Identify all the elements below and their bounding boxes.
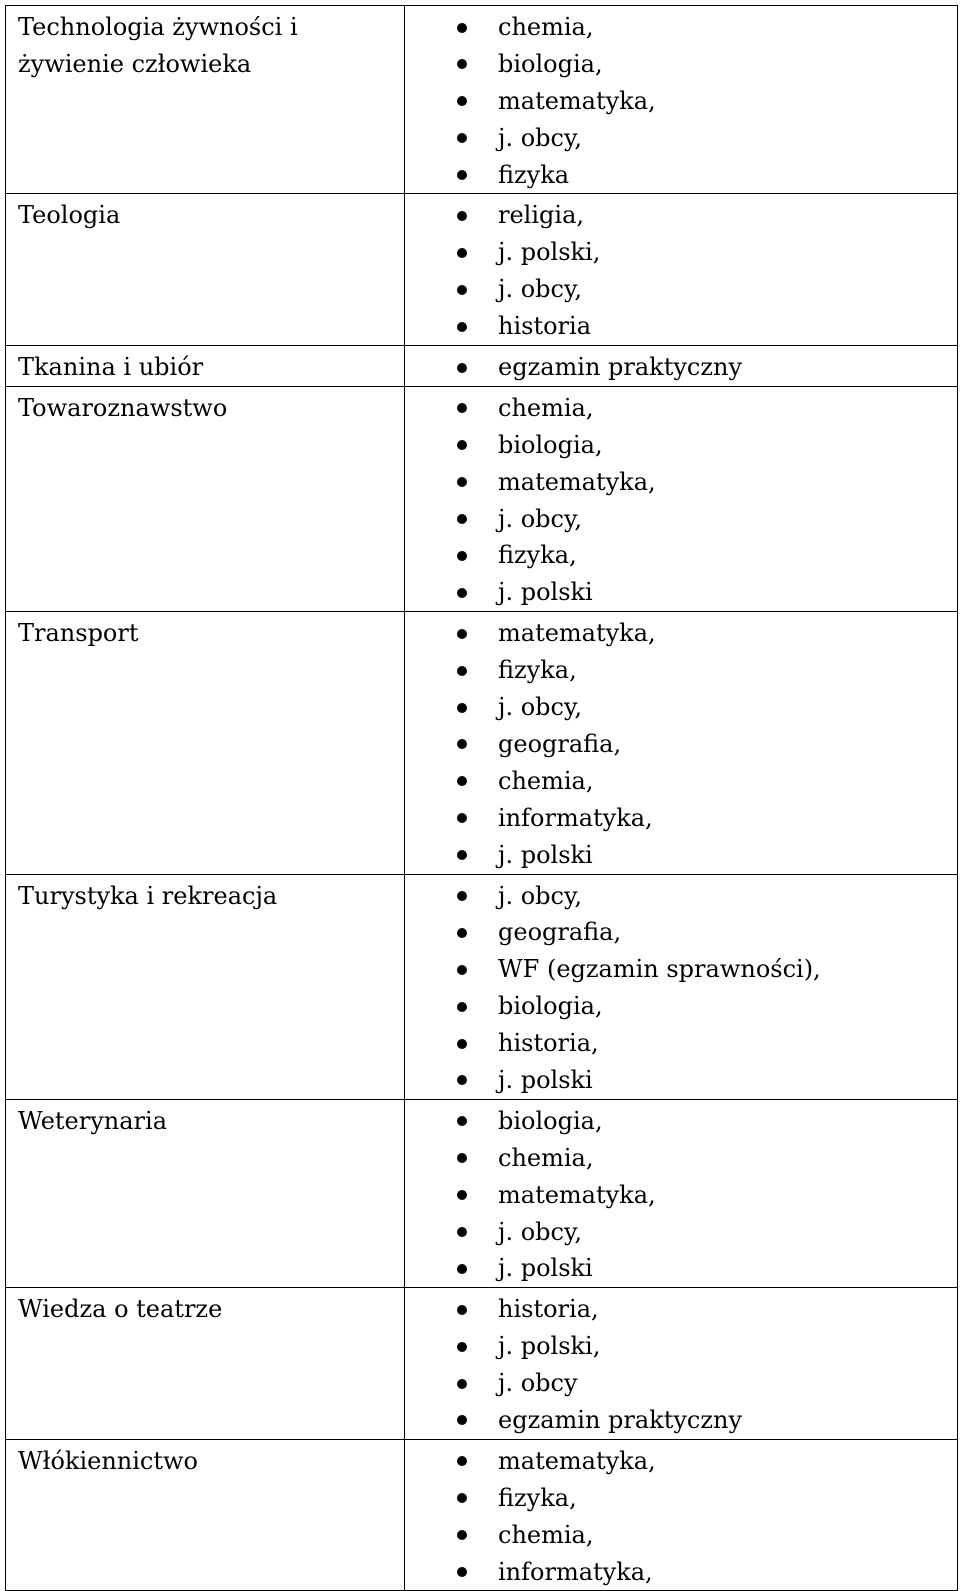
bullet-icon <box>457 813 467 823</box>
required-subjects-cell <box>405 1439 958 1591</box>
table-row <box>6 612 958 874</box>
subject-label: chemia, <box>498 393 594 422</box>
required-subjects-cell <box>405 194 958 346</box>
bullet-icon <box>457 1456 467 1466</box>
list-item <box>405 689 957 726</box>
subject-label: biologia, <box>498 992 603 1021</box>
list-item <box>405 157 957 194</box>
list-item <box>405 878 957 915</box>
subject-label: j. obcy, <box>498 504 582 533</box>
table-row <box>6 194 958 346</box>
required-subjects-cell <box>405 612 958 874</box>
table-row <box>6 1288 958 1440</box>
bullet-icon <box>457 551 467 561</box>
subject-label: matematyka, <box>498 619 656 648</box>
required-subjects-cell <box>405 1099 958 1287</box>
field-of-study-name: Turystyka i rekreacja <box>6 874 405 1099</box>
bullet-icon <box>457 1227 467 1237</box>
bullet-icon <box>457 363 467 373</box>
list-item <box>405 1328 957 1365</box>
subject-label: WF (egzamin sprawności), <box>498 955 821 984</box>
list-item <box>405 271 957 308</box>
subject-label: j. obcy, <box>498 1217 582 1246</box>
subject-label: fizyka, <box>498 541 577 570</box>
required-subjects-cell <box>405 874 958 1099</box>
bullet-icon <box>457 211 467 221</box>
bullet-icon <box>457 403 467 413</box>
list-item <box>405 1554 957 1591</box>
bullet-icon <box>457 1493 467 1503</box>
bullet-icon <box>457 1075 467 1085</box>
subject-label: religia, <box>498 201 585 230</box>
subjects-list <box>405 9 957 193</box>
bullet-icon <box>457 1342 467 1352</box>
list-item <box>405 1517 957 1554</box>
subject-label: j. obcy, <box>498 693 582 722</box>
list-item <box>405 914 957 951</box>
list-item <box>405 1025 957 1062</box>
table-row <box>6 6 958 194</box>
subject-label: matematyka, <box>498 86 656 115</box>
bullet-icon <box>457 1415 467 1425</box>
bullet-icon <box>457 1530 467 1540</box>
field-of-study-name: Tkanina i ubiór <box>6 346 405 387</box>
required-subjects-cell <box>405 386 958 611</box>
subject-label: geografia, <box>498 918 622 947</box>
field-of-study-name: Wiedza o teatrze <box>6 1288 405 1440</box>
subject-label: j. polski, <box>498 1332 601 1361</box>
list-item <box>405 464 957 501</box>
subject-label: biologia, <box>498 430 603 459</box>
list-item <box>405 615 957 652</box>
bullet-icon <box>457 1190 467 1200</box>
table-body <box>6 6 958 1591</box>
list-item <box>405 234 957 271</box>
bullet-icon <box>457 477 467 487</box>
bullet-icon <box>457 96 467 106</box>
subject-label: egzamin praktyczny <box>498 353 743 382</box>
bullet-icon <box>457 248 467 258</box>
field-of-study-name: Transport <box>6 612 405 874</box>
bullet-icon <box>457 59 467 69</box>
bullet-icon <box>457 322 467 332</box>
subject-label: j. obcy, <box>498 275 582 304</box>
bullet-icon <box>457 1305 467 1315</box>
subject-label: biologia, <box>498 1106 603 1135</box>
list-item <box>405 988 957 1025</box>
list-item <box>405 1480 957 1517</box>
subject-label: historia, <box>498 1295 599 1324</box>
list-item <box>405 308 957 345</box>
required-subjects-cell <box>405 346 958 387</box>
list-item <box>405 1214 957 1251</box>
bullet-icon <box>457 666 467 676</box>
table-row <box>6 386 958 611</box>
table-row <box>6 346 958 387</box>
list-item <box>405 390 957 427</box>
bullet-icon <box>457 514 467 524</box>
subject-label: chemia, <box>498 1143 594 1172</box>
subject-label: historia, <box>498 1029 599 1058</box>
field-of-study-name: Towaroznawstwo <box>6 386 405 611</box>
list-item <box>405 349 957 386</box>
bullet-icon <box>457 1116 467 1126</box>
subject-label: matematyka, <box>498 467 656 496</box>
bullet-icon <box>457 703 467 713</box>
list-item <box>405 837 957 874</box>
list-item <box>405 800 957 837</box>
bullet-icon <box>457 285 467 295</box>
subject-label: j. polski <box>498 1065 593 1094</box>
subject-label: j. obcy <box>498 1369 578 1398</box>
subject-label: fizyka, <box>498 656 577 685</box>
list-item <box>405 1103 957 1140</box>
list-item <box>405 120 957 157</box>
subject-label: j. polski, <box>498 238 601 267</box>
table-row <box>6 1439 958 1591</box>
list-item <box>405 427 957 464</box>
list-item <box>405 1365 957 1402</box>
subject-label: matematyka, <box>498 1446 656 1475</box>
bullet-icon <box>457 965 467 975</box>
subject-label: j. polski <box>498 840 593 869</box>
bullet-icon <box>457 1264 467 1274</box>
subjects-list <box>405 878 957 1099</box>
bullet-icon <box>457 170 467 180</box>
list-item <box>405 537 957 574</box>
subject-label: fizyka, <box>498 1483 577 1512</box>
subject-label: matematyka, <box>498 1180 656 1209</box>
subjects-list <box>405 1291 957 1439</box>
list-item <box>405 46 957 83</box>
list-item <box>405 1291 957 1328</box>
subjects-list <box>405 1103 957 1287</box>
bullet-icon <box>457 739 467 749</box>
subject-label: egzamin praktyczny <box>498 1405 743 1434</box>
list-item <box>405 652 957 689</box>
list-item <box>405 1250 957 1287</box>
bullet-icon <box>457 1567 467 1577</box>
subjects-list <box>405 197 957 345</box>
list-item <box>405 1062 957 1099</box>
table-row <box>6 1099 958 1287</box>
subjects-list <box>405 1443 957 1591</box>
bullet-icon <box>457 23 467 33</box>
bullet-icon <box>457 776 467 786</box>
list-item <box>405 951 957 988</box>
list-item <box>405 197 957 234</box>
subject-label: informatyka, <box>498 803 653 832</box>
list-item <box>405 83 957 120</box>
field-of-study-name: Technologia żywności i żywienie człowieka <box>6 6 405 194</box>
subject-label: j. obcy, <box>498 123 582 152</box>
list-item <box>405 574 957 611</box>
subject-label: j. obcy, <box>498 881 582 910</box>
list-item <box>405 1443 957 1480</box>
bullet-icon <box>457 588 467 598</box>
admission-subjects-table <box>5 5 958 1591</box>
subjects-list <box>405 390 957 611</box>
field-of-study-name: Teologia <box>6 194 405 346</box>
subject-label: historia <box>498 312 591 341</box>
subject-label: chemia, <box>498 1520 594 1549</box>
table-row <box>6 874 958 1099</box>
bullet-icon <box>457 1153 467 1163</box>
list-item <box>405 1140 957 1177</box>
bullet-icon <box>457 1039 467 1049</box>
subject-label: j. polski <box>498 1254 593 1283</box>
bullet-icon <box>457 1379 467 1389</box>
bullet-icon <box>457 891 467 901</box>
required-subjects-cell <box>405 1288 958 1440</box>
list-item <box>405 1177 957 1214</box>
list-item <box>405 763 957 800</box>
subject-label: chemia, <box>498 766 594 795</box>
list-item <box>405 726 957 763</box>
bullet-icon <box>457 629 467 639</box>
subject-label: chemia, <box>498 13 594 41</box>
subjects-list <box>405 349 957 386</box>
list-item <box>405 501 957 538</box>
list-item <box>405 9 957 46</box>
list-item <box>405 1402 957 1439</box>
bullet-icon <box>457 850 467 860</box>
field-of-study-name: Weterynaria <box>6 1099 405 1287</box>
subjects-list <box>405 615 957 873</box>
bullet-icon <box>457 1002 467 1012</box>
subject-label: j. polski <box>498 578 593 607</box>
subject-label: fizyka <box>498 160 570 189</box>
subject-label: informatyka, <box>498 1557 653 1586</box>
required-subjects-cell <box>405 6 958 194</box>
bullet-icon <box>457 133 467 143</box>
bullet-icon <box>457 440 467 450</box>
bullet-icon <box>457 928 467 938</box>
field-of-study-name: Włókiennictwo <box>6 1439 405 1591</box>
subject-label: geografia, <box>498 729 622 758</box>
subject-label: biologia, <box>498 49 603 78</box>
